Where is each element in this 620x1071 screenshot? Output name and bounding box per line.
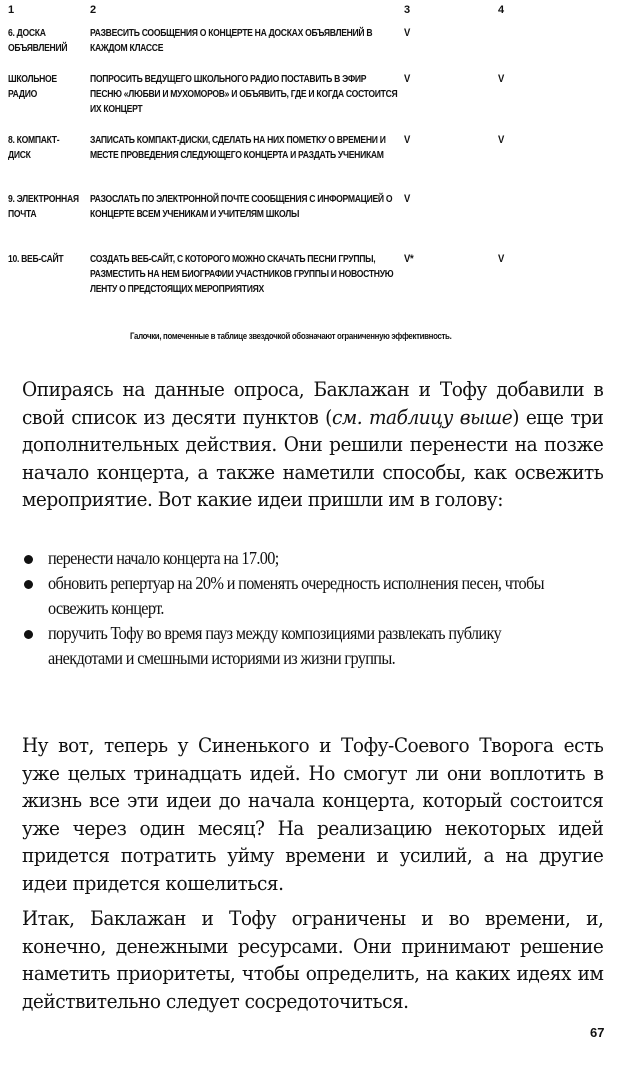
table-header-row bbox=[8, 0, 608, 22]
list-item bbox=[22, 621, 582, 671]
table-footnote: Галочки, помеченные в таблице звездочкой обозначают ограниченную эффективность. bbox=[130, 331, 452, 342]
table-cell-check: V bbox=[404, 134, 411, 146]
table-cell-channel: 10. ВЕБ-САЙТ bbox=[8, 254, 64, 265]
table-cell-check: V bbox=[404, 193, 411, 205]
paragraph-ideas-count: Ну вот, теперь у Синенького и Тофу-Соевого Творога есть уже целых тринадцать идей. Но смогут ли они воплотить в жизнь все эти идеи до начала концерта, который состоится уже через один месяц? На реализацию некоторых идей придется потратить уйму времени и усилий, а на другие идеи придется кошелиться. bbox=[22, 734, 604, 895]
table-cell-check: V bbox=[404, 73, 411, 85]
page-number: 67 bbox=[590, 1025, 605, 1040]
paragraph-intro-text-b: ) еще три дополнительных действия. Они решили перенести на позже начало концерта, а также наметили способы, как освежить мероприятие. Вот какие идеи пришли им в голову: bbox=[22, 405, 604, 511]
table-row bbox=[8, 72, 608, 122]
table-header-col4: 4 bbox=[498, 4, 505, 16]
table-cell-action: СОЗДАТЬ ВЕБ-САЙТ, С КОТОРОГО МОЖНО СКАЧАТЬ ПЕСНИ ГРУППЫ, РАЗМЕСТИТЬ НА НЕМ БИОГРАФИИ УЧАСТНИКОВ ГРУППЫ И НОВОСТНУЮ ЛЕНТУ О ПРЕДСТОЯЩИХ МЕРОПРИЯТИЯХ bbox=[90, 254, 394, 295]
table-header-col2: 2 bbox=[90, 4, 97, 16]
table-cell-action: РАЗВЕСИТЬ СООБЩЕНИЯ О КОНЦЕРТЕ НА ДОСКАХ ОБЪЯВЛЕНИЙ В КАЖДОМ КЛАССЕ bbox=[90, 28, 373, 54]
action-table bbox=[8, 0, 608, 295]
table-cell-action: ПОПРОСИТЬ ВЕДУЩЕГО ШКОЛЬНОГО РАДИО ПОСТАВИТЬ В ЭФИР ПЕСНЮ «ЛЮБВИ И МУХОМОРОВ» И ОБЪЯВИТЬ, ГДЕ И КОГДА СОСТОИТСЯ ИХ КОНЦЕРТ bbox=[90, 74, 398, 115]
table-row bbox=[8, 192, 608, 242]
table-header-col1: 1 bbox=[8, 4, 15, 16]
paragraph-intro bbox=[22, 376, 603, 514]
bullet-icon bbox=[24, 555, 33, 564]
table-cell-check: V bbox=[404, 27, 411, 39]
table-cell-check: V bbox=[498, 134, 505, 146]
paragraph-priorities: Итак, Баклажан и Тофу ограничены и во времени, и, конечно, денежными ресурсами. Они принимают решение наметить приоритеты, чтобы определить, на каких идеях им действительно следует сосредоточиться. bbox=[22, 907, 604, 1013]
list-item-text: поручить Тофу во время пауз между композициями развлекать публику анекдотами и смешными историями из жизни группы. bbox=[48, 623, 501, 668]
table-cell-channel: ШКОЛЬНОЕ РАДИО bbox=[8, 74, 57, 100]
bullet-icon bbox=[24, 630, 33, 639]
table-cell-check: V* bbox=[404, 253, 414, 265]
list-item bbox=[22, 571, 582, 621]
table-row bbox=[8, 252, 608, 318]
bullet-icon bbox=[24, 580, 33, 589]
list-item-text: обновить репертуар на 20% и поменять очередность исполнения песен, чтобы освежить концерт. bbox=[48, 573, 544, 618]
ideas-list bbox=[22, 546, 582, 671]
paragraph-intro-italic: см. таблицу выше bbox=[331, 405, 513, 429]
table-cell-action: РАЗОСЛАТЬ ПО ЭЛЕКТРОННОЙ ПОЧТЕ СООБЩЕНИЯ С ИНФОРМАЦИЕЙ О КОНЦЕРТЕ ВСЕМ УЧЕНИКАМ И УЧИТЕЛЯМ ШКОЛЫ bbox=[90, 194, 393, 220]
table-cell-channel: 6. ДОСКА ОБЪЯВЛЕНИЙ bbox=[8, 28, 68, 54]
table-header-col3: 3 bbox=[404, 4, 411, 16]
table-cell-channel: 8. КОМПАКТ-ДИСК bbox=[8, 135, 60, 161]
table-cell-channel: 9. ЭЛЕКТРОННАЯ ПОЧТА bbox=[8, 194, 79, 220]
list-item bbox=[22, 546, 582, 571]
table-cell-check: V bbox=[498, 253, 505, 265]
table-row bbox=[8, 26, 608, 66]
list-item-text: перенести начало концерта на 17.00; bbox=[48, 548, 279, 568]
table-row bbox=[8, 133, 608, 183]
paragraph-intro-text-a: Опираясь на данные опроса, Баклажан и Тофу добавили в свой список из десяти пунктов ( bbox=[22, 378, 604, 429]
table-cell-action: ЗАПИСАТЬ КОМПАКТ-ДИСКИ, СДЕЛАТЬ НА НИХ ПОМЕТКУ О ВРЕМЕНИ И МЕСТЕ ПРОВЕДЕНИЯ СЛЕДУЮЩЕГО КОНЦЕРТА И РАЗДАТЬ УЧЕНИКАМ bbox=[90, 135, 386, 161]
table-cell-check: V bbox=[498, 73, 505, 85]
